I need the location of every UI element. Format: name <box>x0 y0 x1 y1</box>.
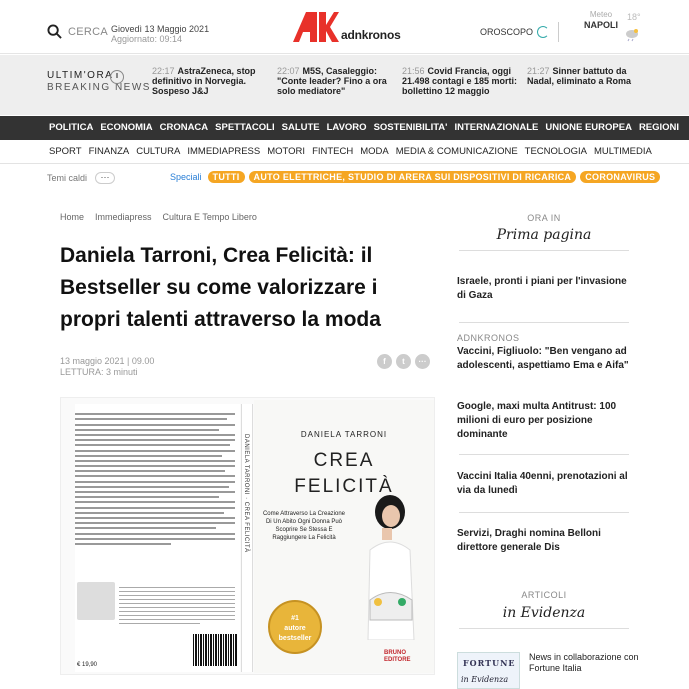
site-logo[interactable] <box>293 12 401 42</box>
breaking-time: 21:56 <box>402 66 425 76</box>
book-image <box>60 397 435 675</box>
breaking-time: 22:17 <box>152 66 175 76</box>
divider <box>459 322 629 323</box>
breaking-time: 22:07 <box>277 66 300 76</box>
back-cover-text <box>75 410 235 548</box>
twitter-icon[interactable]: t <box>396 354 411 369</box>
publisher-line1: BRUNO <box>384 650 406 656</box>
sidebar-news-text: Google, maxi multa Antitrust: 100 milioni di euro per posizione dominante <box>457 401 617 440</box>
topic-pill-auto-elettriche[interactable]: AUTO ELETTRICHE, STUDIO DI ARERA SUI DISPOSITIVI DI RICARICA <box>249 171 577 183</box>
nav-spettacoli[interactable]: SPETTACOLI <box>215 122 275 133</box>
article-meta <box>60 356 154 378</box>
reading-time: LETTURA: 3 minuti <box>60 367 138 377</box>
breaking-item[interactable] <box>152 66 276 96</box>
barcode <box>193 634 237 666</box>
weather-widget[interactable] <box>584 10 618 30</box>
horoscope-link[interactable] <box>480 26 549 38</box>
sidebar-news-text: Servizi, Draghi nomina Belloni direttore generale Dis <box>457 528 601 553</box>
fortune-logo-subtext: in Evidenza <box>461 675 509 684</box>
hot-topics <box>47 172 115 184</box>
nav-immediapress[interactable]: IMMEDIAPRESS <box>187 146 261 157</box>
breaking-text: Sinner battuto da Nadal, eliminato a Roma <box>527 66 632 86</box>
nav-media-comunicazione[interactable]: MEDIA & COMUNICAZIONE <box>395 146 518 157</box>
book-subtitle: Come Attraverso La Creazione Di Un Abito Ogni Donna Può Scoprire Se Stessa E Raggiungere La Felicità <box>262 511 346 541</box>
search-icon <box>47 24 62 39</box>
header-divider <box>558 22 559 42</box>
divider <box>459 250 629 251</box>
facebook-icon[interactable]: f <box>377 354 392 369</box>
badge-line3: bestseller <box>278 635 312 642</box>
divider <box>459 628 629 629</box>
nav-economia[interactable]: ECONOMIA <box>100 122 153 133</box>
nav-fintech[interactable]: FINTECH <box>312 146 354 157</box>
updated-time: Aggiornato: 09:14 <box>111 34 183 44</box>
nav-cultura[interactable]: CULTURA <box>136 146 181 157</box>
nav-finanza[interactable]: FINANZA <box>88 146 130 157</box>
breaking-text: AstraZeneca, stop definitivo in Norvegia. Sospeso J&J <box>152 66 256 96</box>
special-label: Speciali <box>170 172 202 182</box>
book-back-cover <box>75 404 240 672</box>
nav-salute[interactable]: SALUTE <box>281 122 320 133</box>
topic-pill-tutti[interactable]: TUTTI <box>208 171 245 183</box>
breadcrumb <box>60 212 257 222</box>
primary-nav <box>0 116 689 140</box>
breaking-item[interactable] <box>402 66 526 96</box>
current-date: Giovedì 13 Maggio 2021 <box>111 24 210 34</box>
nav-tecnologia[interactable]: TECNOLOGIA <box>524 146 587 157</box>
nav-motori[interactable]: MOTORI <box>267 146 306 157</box>
clock-icon <box>110 70 124 84</box>
topic-pill-coronavirus[interactable]: CORONAVIRUS <box>580 171 660 183</box>
horoscope-label: OROSCOPO <box>480 27 534 37</box>
breaking-label <box>47 70 151 94</box>
sidebar-news-text: Vaccini, Figliuolo: "Ben vengano ad adolescenti, aspettiamo Ema e Aifa" <box>457 346 629 371</box>
nav-sostenibilita[interactable]: SOSTENIBILITA' <box>373 122 448 133</box>
adnkronos-logo-icon <box>293 12 339 42</box>
weather-temperature: 18° <box>627 12 641 22</box>
book-author: DANIELA TARRONI <box>300 430 388 439</box>
breaking-item[interactable] <box>277 66 401 96</box>
breaking-news-bar <box>0 55 689 115</box>
special-topics <box>170 171 660 183</box>
book-title-line2: FELICITÀ <box>294 476 394 497</box>
publisher-line2: EDITORE <box>384 657 411 663</box>
more-icon[interactable]: ··· <box>415 354 430 369</box>
search-label: CERCA <box>68 25 109 38</box>
breadcrumb-immediapress[interactable]: Immediapress <box>95 212 152 222</box>
breaking-item[interactable] <box>527 66 651 86</box>
divider <box>459 512 629 513</box>
weather-label: Meteo <box>589 10 613 19</box>
author-photo <box>77 582 115 620</box>
breaking-text: M5S, Casaleggio: "Conte leader? Fino a ora solo mediatore" <box>277 66 387 96</box>
author-bio <box>119 584 235 627</box>
sidebar-news-item[interactable] <box>457 470 637 498</box>
fortune-promo-text[interactable]: News in collaborazione con Fortune Italia <box>529 652 639 673</box>
book-front-cover <box>254 400 434 673</box>
sidebar-news-item[interactable] <box>457 331 637 373</box>
nav-cronaca[interactable]: CRONACA <box>159 122 209 133</box>
breadcrumb-home[interactable]: Home <box>60 212 85 222</box>
fortune-logo-text: FORTUNE <box>463 658 516 668</box>
nav-lavoro[interactable]: LAVORO <box>326 122 367 133</box>
nav-unione-europea[interactable]: UNIONE EUROPEA <box>545 122 632 133</box>
sidebar-news-text: Vaccini Italia 40enni, prenotazioni al via da lunedì <box>457 471 628 496</box>
breadcrumb-cultura[interactable]: Cultura E Tempo Libero <box>162 212 257 222</box>
sidebar-news-item[interactable] <box>457 275 637 303</box>
horoscope-icon <box>537 26 549 38</box>
divider <box>459 454 629 455</box>
nav-regioni[interactable]: REGIONI <box>638 122 680 133</box>
sidebar-section-title: Prima pagina <box>496 227 592 243</box>
more-topics-button[interactable]: ··· <box>95 172 115 184</box>
spine-text: DANIELA TARRONI · CREA FELICITÀ <box>243 434 249 553</box>
sidebar-news-tag: ADNKRONOS <box>457 333 520 343</box>
cloud-rain-icon <box>624 28 640 42</box>
nav-politica[interactable]: POLITICA <box>49 122 94 133</box>
badge-line2: autore <box>284 625 306 632</box>
book-title-line1: CREA <box>313 450 375 471</box>
publisher-logo <box>384 650 411 664</box>
sidebar-section-label: ARTICOLI <box>521 590 567 600</box>
weather-city: NAPOLI <box>584 20 619 30</box>
sidebar-news-text: Israele, pronti i piani per l'invasione di Gaza <box>457 276 627 301</box>
logo-wordmark: adnkronos <box>341 28 401 42</box>
nav-sport[interactable]: SPORT <box>49 146 82 157</box>
hot-topics-label: Temi caldi <box>47 173 88 183</box>
book-spine <box>241 404 253 672</box>
sidebar-news-item[interactable] <box>457 400 637 442</box>
badge-number: #1 <box>291 615 299 622</box>
cover-woman-illustration <box>350 490 424 640</box>
fortune-promo-logo[interactable] <box>457 652 520 689</box>
book-price: € 19,90 <box>77 662 98 668</box>
breaking-time: 21:27 <box>527 66 550 76</box>
article-title: Daniela Tarroni, Crea Felicità: il Bestseller su come valorizzare i propri talenti attraverso la moda <box>60 244 381 331</box>
date-block <box>111 24 209 44</box>
breaking-label-it: ULTIM'ORA <box>47 70 114 81</box>
nav-internazionale[interactable]: INTERNAZIONALE <box>454 122 539 133</box>
search-button[interactable] <box>47 24 108 39</box>
sidebar-section-title: in Evidenza <box>502 605 586 621</box>
bestseller-badge <box>268 600 322 654</box>
nav-moda[interactable]: MODA <box>360 146 389 157</box>
sidebar-section-label: ORA IN <box>527 213 561 223</box>
sidebar-news-item[interactable] <box>457 527 637 555</box>
top-header <box>0 0 689 54</box>
breaking-text: Covid Francia, oggi 21.498 contagi e 185 morti: bollettino 12 maggio <box>402 66 518 96</box>
article-date: 13 maggio 2021 | 09.00 <box>60 356 155 366</box>
secondary-nav <box>0 140 689 164</box>
nav-multimedia[interactable]: MULTIMEDIA <box>593 146 652 157</box>
breaking-label-en: BREAKING NEWS <box>47 82 151 93</box>
share-buttons <box>377 354 430 369</box>
